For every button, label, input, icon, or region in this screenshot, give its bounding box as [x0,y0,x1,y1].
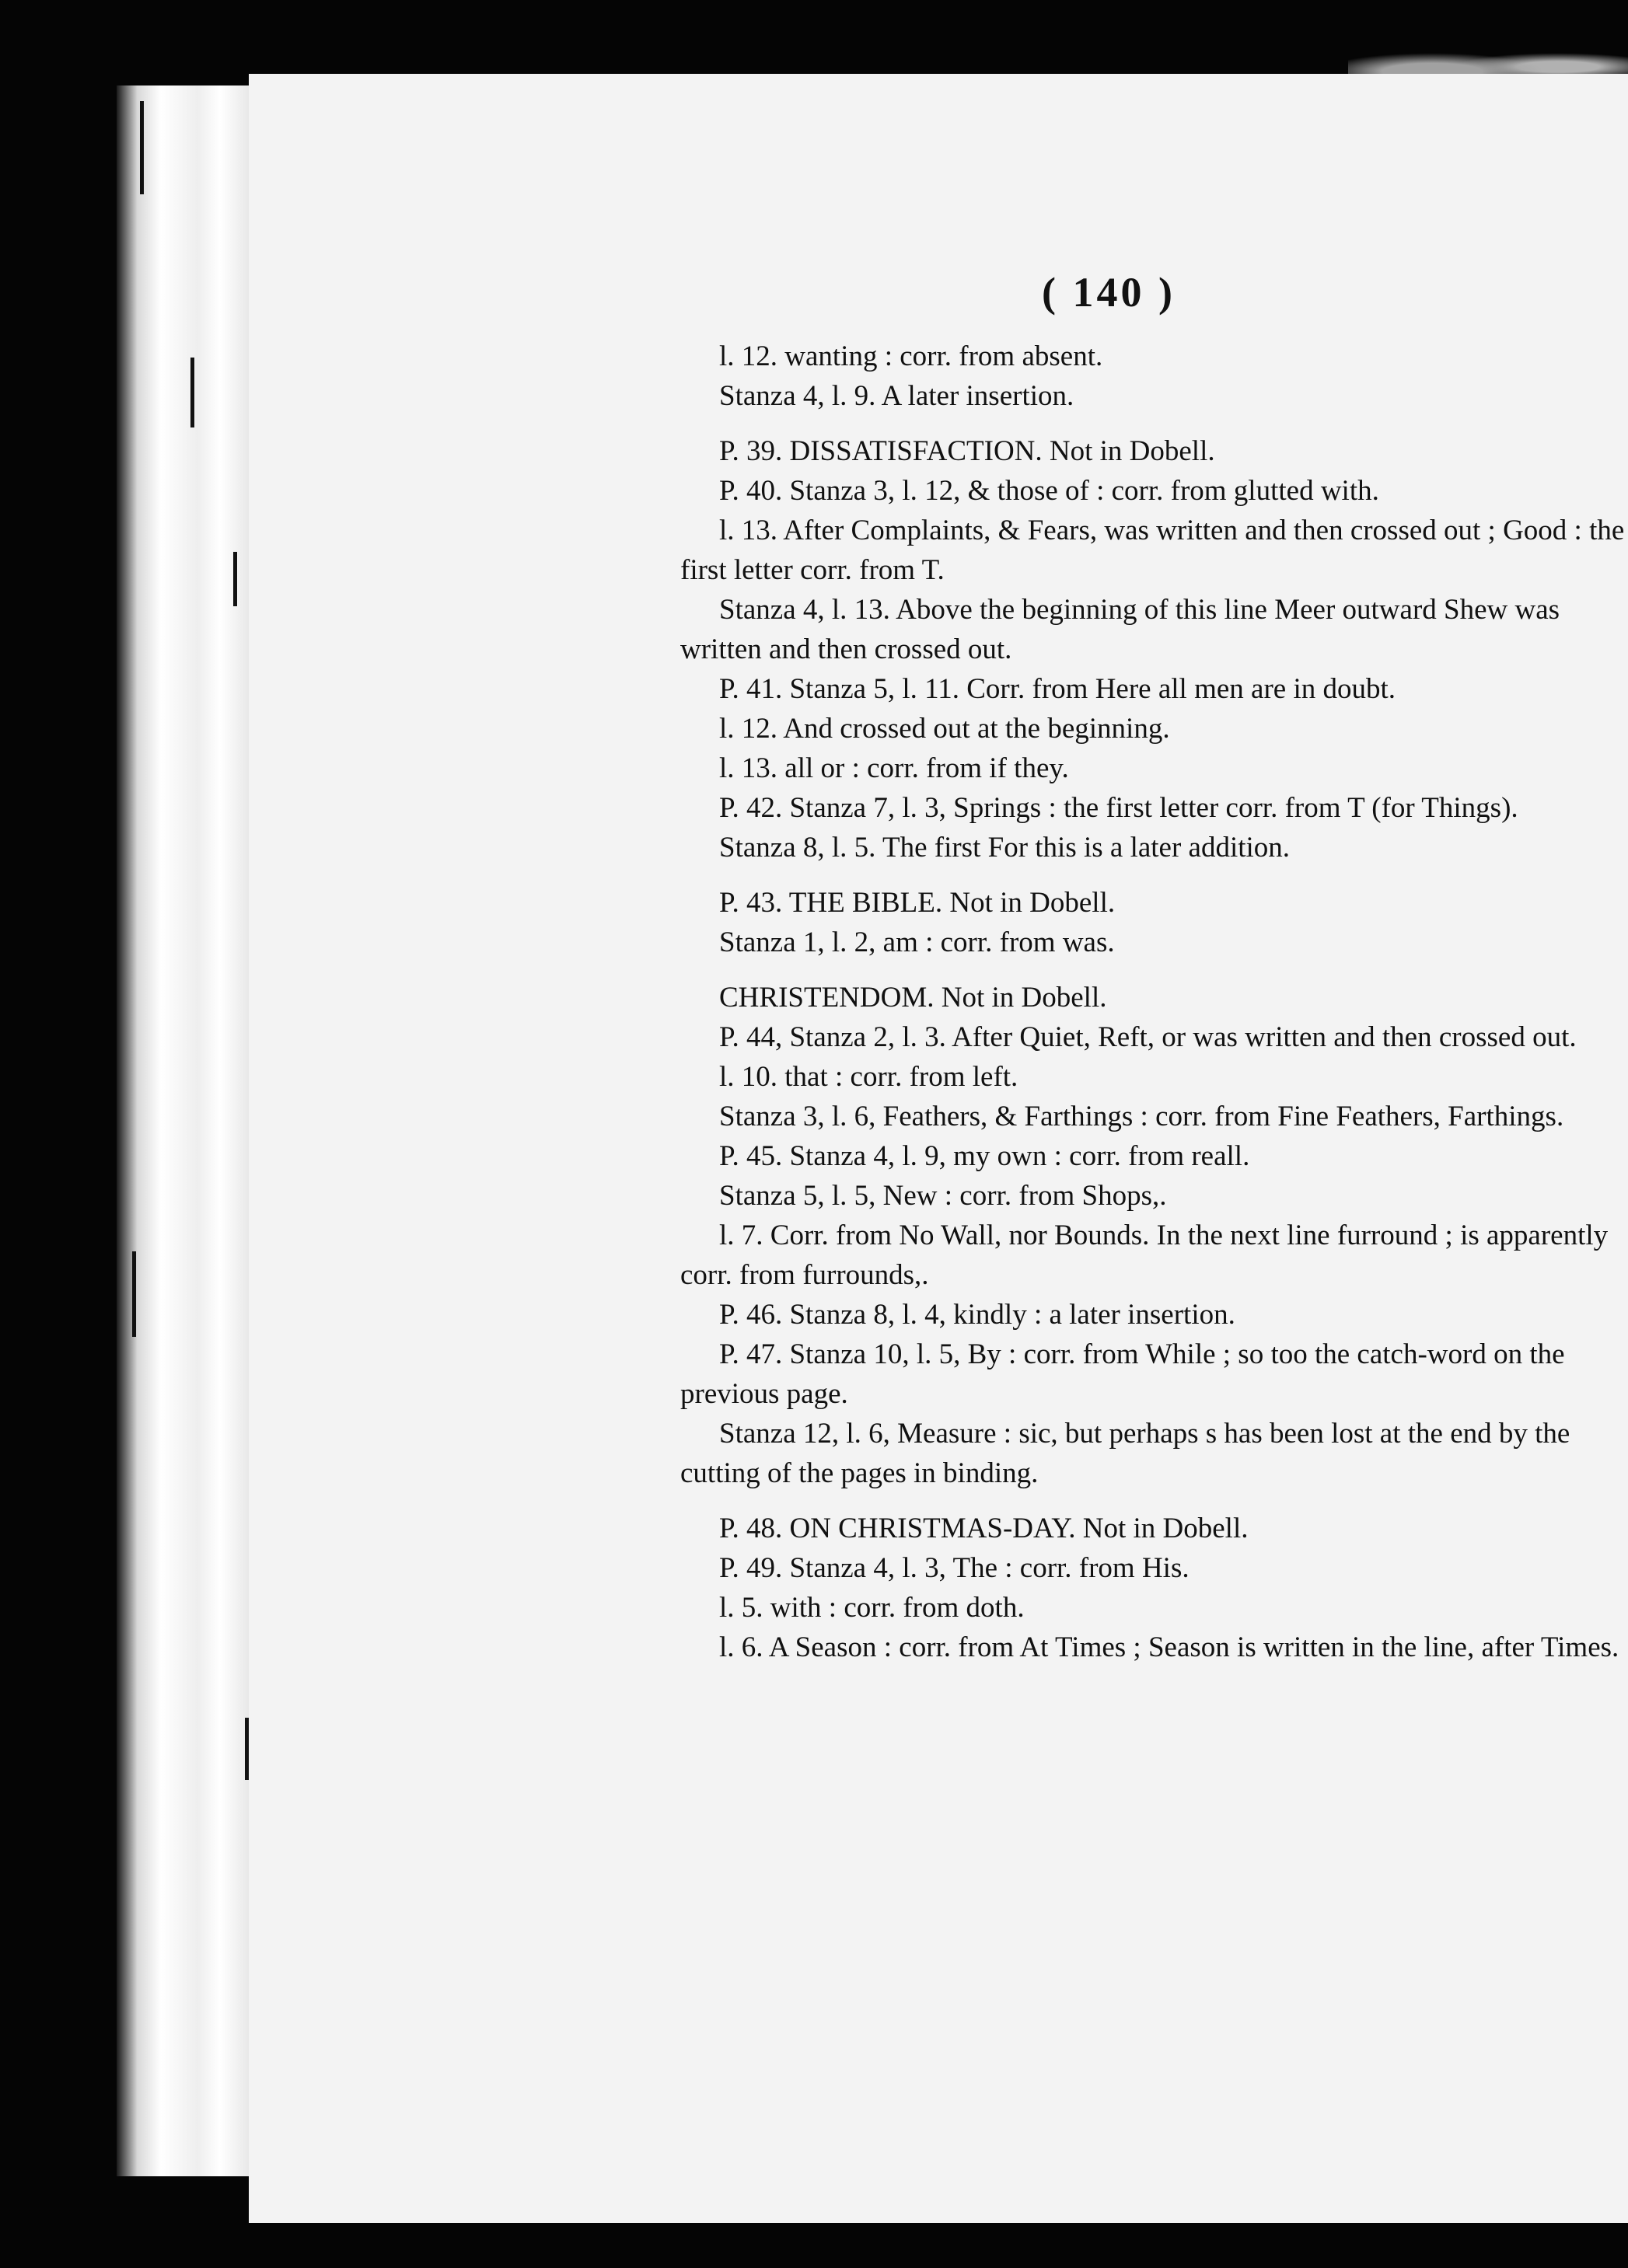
document-page [249,74,1628,2223]
note-line: l. 7. Corr. from No Wall, nor Bounds. In the next line furround ; is apparently corr. from furrounds,. [680,1219,1609,1291]
note-line: P. 40. Stanza 3, l. 12, & those of : corr. from glutted with. [719,475,1379,507]
note-line: P. 41. Stanza 5, l. 11. Corr. from Here all men are in doubt. [719,673,1396,705]
note-line: P. 43. THE BIBLE. Not in Dobell. [719,887,1116,919]
note-line: Stanza 4, l. 9. A later insertion. [719,380,1074,412]
note-line: P. 49. Stanza 4, l. 3, The : corr. from His. [719,1552,1190,1584]
textual-notes [680,337,1628,1667]
note-line: Stanza 4, l. 13. Above the beginning of this line Meer outward Shew was written and then crossed out. [680,594,1560,665]
note-line: CHRISTENDOM. Not in Dobell. [719,982,1107,1014]
note-line: Stanza 3, l. 6, Feathers, & Farthings : corr. from Fine Feathers, Farthings. [719,1101,1564,1132]
note-line: Stanza 1, l. 2, am : corr. from was. [719,926,1115,958]
note-line: P. 45. Stanza 4, l. 9, my own : corr. from reall. [719,1140,1250,1172]
note-line: l. 13. all or : corr. from if they. [719,752,1069,784]
note-line: Stanza 8, l. 5. The first For this is a later addition. [719,832,1291,864]
note-line: l. 10. that : corr. from left. [719,1061,1018,1093]
note-line: l. 12. wanting : corr. from absent. [719,340,1103,372]
note-line: l. 5. with : corr. from doth. [719,1592,1025,1624]
note-line: Stanza 5, l. 5, New : corr. from Shops,. [719,1180,1167,1212]
note-line: P. 44, Stanza 2, l. 3. After Quiet, Reft, or was written and then crossed out. [719,1021,1577,1053]
note-line: l. 6. A Season : corr. from At Times ; Season is written in the line, after Times. [719,1631,1619,1663]
note-line: P. 42. Stanza 7, l. 3, Springs : the first letter corr. from T (for Things). [719,792,1518,824]
page-number: ( 140 ) [1042,269,1176,316]
note-line: l. 12. And crossed out at the beginning. [719,713,1170,745]
note-line: P. 48. ON CHRISTMAS-DAY. Not in Dobell. [719,1513,1249,1544]
page-edge-strip [117,85,264,2176]
note-line: P. 46. Stanza 8, l. 4, kindly : a later insertion. [719,1299,1235,1331]
note-line: P. 47. Stanza 10, l. 5, By : corr. from While ; so too the catch-word on the previous page. [680,1338,1565,1410]
note-line: P. 39. DISSATISFACTION. Not in Dobell. [719,435,1215,467]
note-line: Stanza 12, l. 6, Measure : sic, but perhaps s has been lost at the end by the cutting of the pages in binding. [680,1418,1570,1489]
note-line: l. 13. After Complaints, & Fears, was written and then crossed out ; Good : the first letter corr. from T. [680,515,1625,586]
